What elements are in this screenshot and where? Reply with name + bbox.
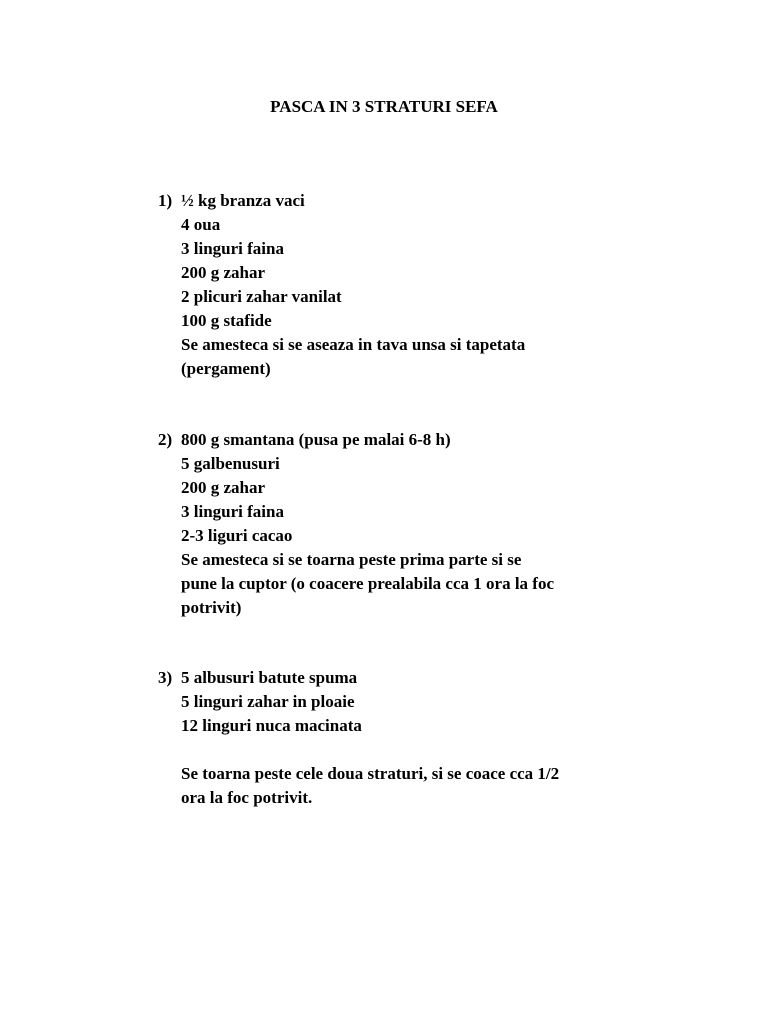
ingredient-line: 5 linguri zahar in ploaie	[181, 692, 355, 711]
blank-line	[158, 738, 678, 762]
ingredient-line: 200 g zahar	[181, 478, 266, 497]
instruction-line: Se amesteca si se toarna peste prima parte si se	[181, 550, 522, 569]
ingredient-line: 12 linguri nuca macinata	[181, 716, 362, 735]
step-first-line	[158, 189, 678, 213]
step-number: 2)	[158, 430, 173, 449]
ingredient-line: 3 linguri faina	[181, 502, 284, 521]
ingredient-line: 5 albusuri batute spuma	[181, 668, 358, 687]
ingredient-line: 200 g zahar	[181, 263, 266, 282]
instruction-line: pune la cuptor (o coacere prealabila cca 1 ora la foc	[181, 574, 554, 593]
ingredient-line: 100 g stafide	[181, 311, 272, 330]
ingredient-line: 2-3 liguri cacao	[181, 526, 293, 545]
instruction-line: ora la foc potrivit.	[181, 788, 313, 807]
ingredient-line: 800 g smantana (pusa pe malai 6-8 h)	[181, 430, 451, 449]
ingredient-line: ½ kg branza vaci	[181, 191, 305, 210]
instruction-line: potrivit)	[181, 598, 242, 617]
instruction-line: (pergament)	[181, 359, 271, 378]
step-number: 1)	[158, 191, 173, 210]
instruction-line: Se amesteca si se aseaza in tava unsa si tapetata	[181, 335, 526, 354]
step-first-line	[158, 428, 678, 452]
step-first-line	[158, 666, 678, 690]
recipe-step-3	[158, 666, 678, 810]
ingredient-line: 4 oua	[181, 215, 221, 234]
recipe-step-1	[158, 189, 678, 381]
ingredient-line: 2 plicuri zahar vanilat	[181, 287, 342, 306]
step-number: 3)	[158, 668, 173, 687]
recipe-step-2	[158, 428, 678, 620]
ingredient-line: 3 linguri faina	[181, 239, 284, 258]
ingredient-line: 5 galbenusuri	[181, 454, 280, 473]
instruction-line: Se toarna peste cele doua straturi, si se coace cca 1/2	[181, 764, 560, 783]
document-title: PASCA IN 3 STRATURI SEFA	[270, 97, 498, 116]
